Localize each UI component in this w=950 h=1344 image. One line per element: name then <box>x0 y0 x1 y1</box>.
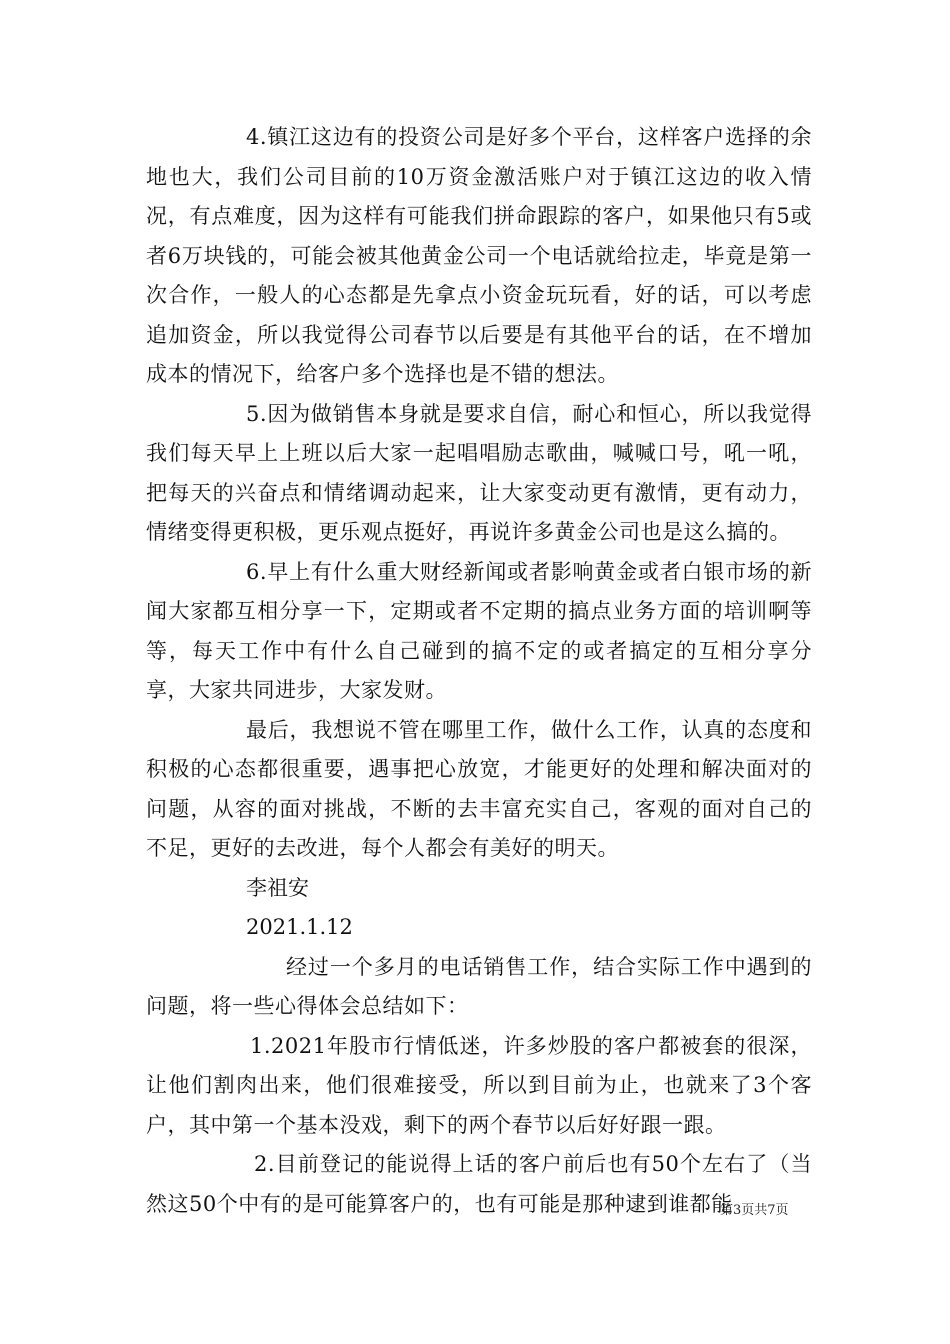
paragraph-conclusion: 最后，我想说不管在哪里工作，做什么工作，认真的态度和积极的心态都很重要，遇事把心放宽，才能更好的处理和解决面对的问题，从容的面对挑战，不断的去丰富充实自己，客观的面对自己的不足，更好的去改进，每个人都会有美好的明天。 <box>146 717 812 860</box>
paragraph-intro: 经过一个多月的电话销售工作，结合实际工作中遇到的问题，将一些心得体会总结如下： <box>146 954 812 1018</box>
paragraph-item-5: 5.因为做销售本身就是要求自信，耐心和恒心，所以我觉得我们每天早上上班以后大家一起唱唱励志歌曲，喊喊口号，吼一吼，把每天的兴奋点和情绪调动起来，让大家变动更有激情，更有动力，情绪变得更积极，更乐观点挺好，再说许多黄金公司也是这么搞的。 <box>146 401 812 544</box>
paragraph-item-6: 6.早上有什么重大财经新闻或者影响黄金或者白银市场的新闻大家都互相分享一下，定期或者不定期的搞点业务方面的培训啊等等，每天工作中有什么自己碰到的搞不定的或者搞定的互相分享分享，大家共同进步，大家发财。 <box>146 559 812 702</box>
document-body <box>146 118 812 1224</box>
paragraph-item-1: 1.2021年股市行情低迷，许多炒股的客户都被套的很深，让他们割肉出来，他们很难接受，所以到目前为止，也就来了3个客户，其中第一个基本没戏，剩下的两个春节以后好好跟一跟。 <box>146 1033 812 1137</box>
signature-name: 李祖安 <box>246 875 309 900</box>
signature-date: 2021.1.12 <box>246 915 353 939</box>
paragraph-item-2: 2.目前登记的能说得上话的客户前后也有50个左右了（当然这50个中有的是可能算客户的，也有可能是那种逮到谁都能 <box>146 1152 812 1216</box>
paragraph-item-4: 4.镇江这边有的投资公司是好多个平台，这样客户选择的余地也大，我们公司目前的10万资金激活账户对于镇江这边的收入情况，有点难度，因为这样有可能我们拼命跟踪的客户，如果他只有5或者6万块钱的，可能会被其他黄金公司一个电话就给拉走，毕竟是第一次合作，一般人的心态都是先拿点小资金玩玩看，好的话，可以考虑追加资金，所以我觉得公司春节以后要是有其他平台的话，在不增加成本的情况下，给客户多个选择也是不错的想法。 <box>146 125 812 386</box>
page-number-footer: 第3页共7页 <box>720 1203 789 1218</box>
